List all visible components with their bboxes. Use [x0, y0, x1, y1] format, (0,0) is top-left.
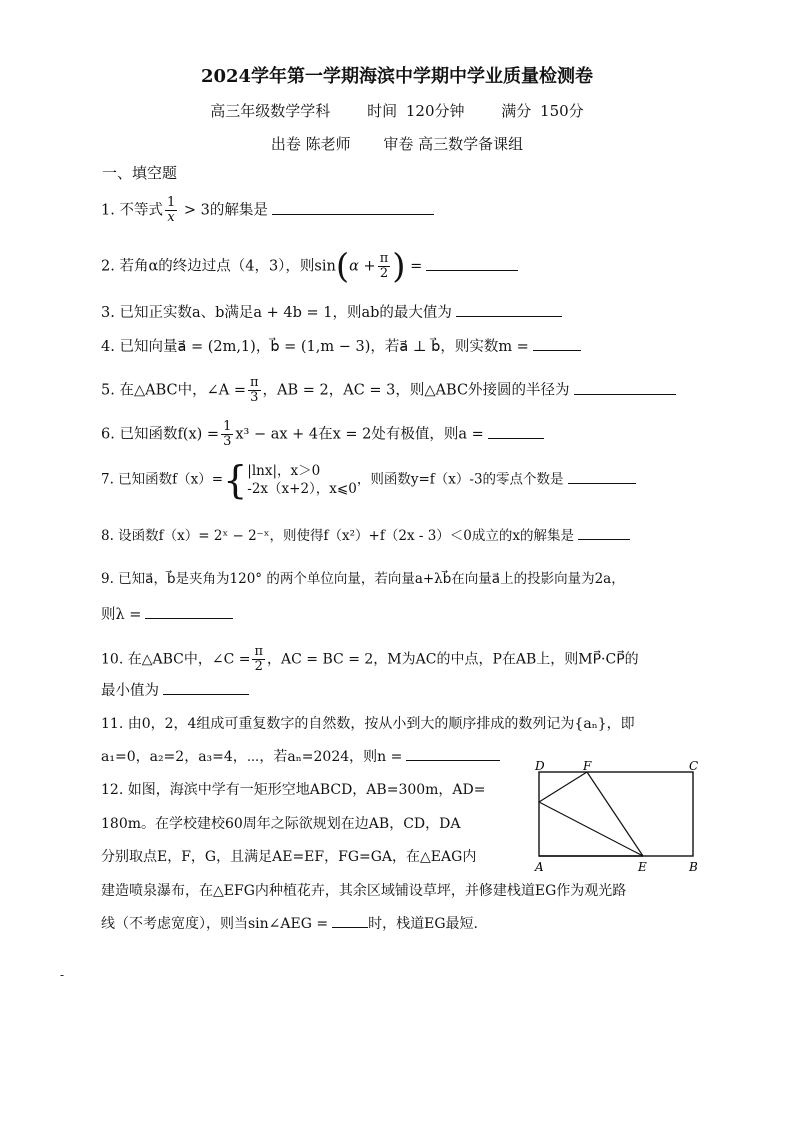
reviewer: 审卷 高三数学备课组	[383, 135, 524, 153]
exam-authors	[0, 133, 794, 154]
question-12-line4: 建造喷泉瀑布，在△EFG内种植花卉，其余区域铺设草坪，并修建栈道EG作为观光路	[101, 883, 627, 899]
question-10-line2: 最小值为	[101, 680, 249, 702]
question-5: 5. 在△ABC中，∠A = $\frac{\pi}{3}$ ，AB = 2，AC = 3，则△ABC外接圆的半径为	[101, 376, 676, 405]
answer-blank-6[interactable]	[488, 424, 544, 439]
section-title: 一、填空题	[102, 164, 178, 182]
question-12-line5: 线（不考虑宽度），则当sin∠AEG = 时，栈道EG最短.	[101, 913, 478, 935]
fraction-one-third: $\frac{1}{3}$	[223, 419, 232, 449]
label-c: C	[689, 759, 699, 773]
label-f: F	[583, 759, 592, 773]
label-d: D	[535, 759, 545, 773]
grade-subject: 高三年级数学学科	[210, 102, 331, 120]
rectangle-diagram	[505, 758, 715, 876]
answer-blank-8[interactable]	[578, 525, 630, 540]
exam-subtitle-info	[0, 100, 794, 121]
exam-time: 时间 120分钟	[367, 102, 465, 120]
answer-blank-12[interactable]	[332, 913, 368, 928]
answer-blank-5[interactable]	[574, 380, 676, 395]
question-10: 10. 在△ABC中，∠C = $\frac{\pi}{2}$ ，AC = BC = 2，M为AC的中点，P在AB上，则MP⃗·CP⃗的	[101, 644, 639, 674]
fraction-pi-over-2-q10: $\frac{\pi}{2}$	[254, 644, 264, 674]
question-7: 7. 已知函数f（x）={ |lnx|，x＞0 -2x（x+2），x⩽0 ，则函数y=f（x）-3的零点个数是	[101, 462, 636, 498]
fraction-pi-over-2: $\frac{\pi}{2}$	[379, 251, 389, 281]
question-3: 3. 已知正实数a、b满足a + 4b = 1，则ab的最大值为	[101, 302, 562, 324]
answer-blank-11[interactable]	[406, 746, 500, 761]
question-11: 11. 由0，2，4组成可重复数字的自然数，按从小到大的顺序排成的数列记为{aₙ}，即	[101, 716, 635, 732]
question-12-line2: 180m。在学校建校60周年之际欲规划在边AB，CD，DA	[101, 816, 461, 832]
question-2: 2. 若角α的终边过点（4，3），则sin(α + $\frac{\pi}{2}$ ) =	[101, 252, 518, 281]
answer-blank-2[interactable]	[426, 256, 518, 271]
answer-blank-9[interactable]	[145, 604, 233, 619]
question-6: 6. 已知函数f(x) = $\frac{1}{3}$ x³ − ax + 4在x = 2处有极值，则a =	[101, 420, 544, 449]
fraction-1-over-x: $\frac{1}{x}$	[166, 195, 176, 225]
question-11-line2: a₁=0，a₂=2，a₃=4，⋯，若aₙ=2024，则n =	[101, 746, 500, 768]
question-1: 1. 不等式 $\frac{1}{x}$ > 3的解集是	[101, 196, 434, 225]
fraction-pi-over-3: $\frac{\pi}{3}$	[249, 375, 259, 405]
segment-ef	[587, 772, 643, 856]
answer-blank-4[interactable]	[533, 336, 581, 351]
answer-blank-1[interactable]	[272, 200, 434, 215]
question-9-line2: 则λ =	[101, 604, 233, 626]
segment-fg	[539, 772, 587, 802]
segment-ge	[539, 802, 643, 856]
exam-title: 2024学年第一学期海滨中学期中学业质量检测卷	[200, 66, 594, 87]
question-12-line1: 12. 如图，海滨中学有一矩形空地ABCD，AB=300m，AD=	[101, 782, 486, 798]
answer-blank-10[interactable]	[163, 680, 249, 695]
question-12-line3: 分别取点E，F，G，且满足AE=EF，FG=GA，在△EAG内	[101, 849, 477, 865]
label-e: E	[638, 860, 647, 874]
question-8: 8. 设函数f（x）= 2ˣ − 2⁻ˣ，则使得f（x²）+f（2x - 3）＜0成立的x的解集是	[101, 525, 630, 547]
answer-blank-7[interactable]	[568, 469, 636, 484]
setter: 出卷 陈老师	[270, 135, 351, 153]
answer-blank-3[interactable]	[456, 302, 562, 317]
label-a: A	[535, 860, 544, 874]
piecewise-cases: |lnx|，x＞0 -2x（x+2），x⩽0	[247, 463, 357, 497]
label-b: B	[689, 860, 698, 874]
exam-score: 满分 150分	[501, 102, 584, 120]
question-4: 4. 已知向量a⃗ = (2m,1)，b⃗ = (1,m − 3)，若a⃗ ⊥ b⃗，则实数m =	[101, 336, 581, 358]
question-9: 9. 已知a⃗，b⃗是夹角为120° 的两个单位向量，若向量a+λb⃗在向量a⃗上的投影向量为2a，	[101, 571, 625, 587]
stray-mark: -	[60, 968, 65, 982]
